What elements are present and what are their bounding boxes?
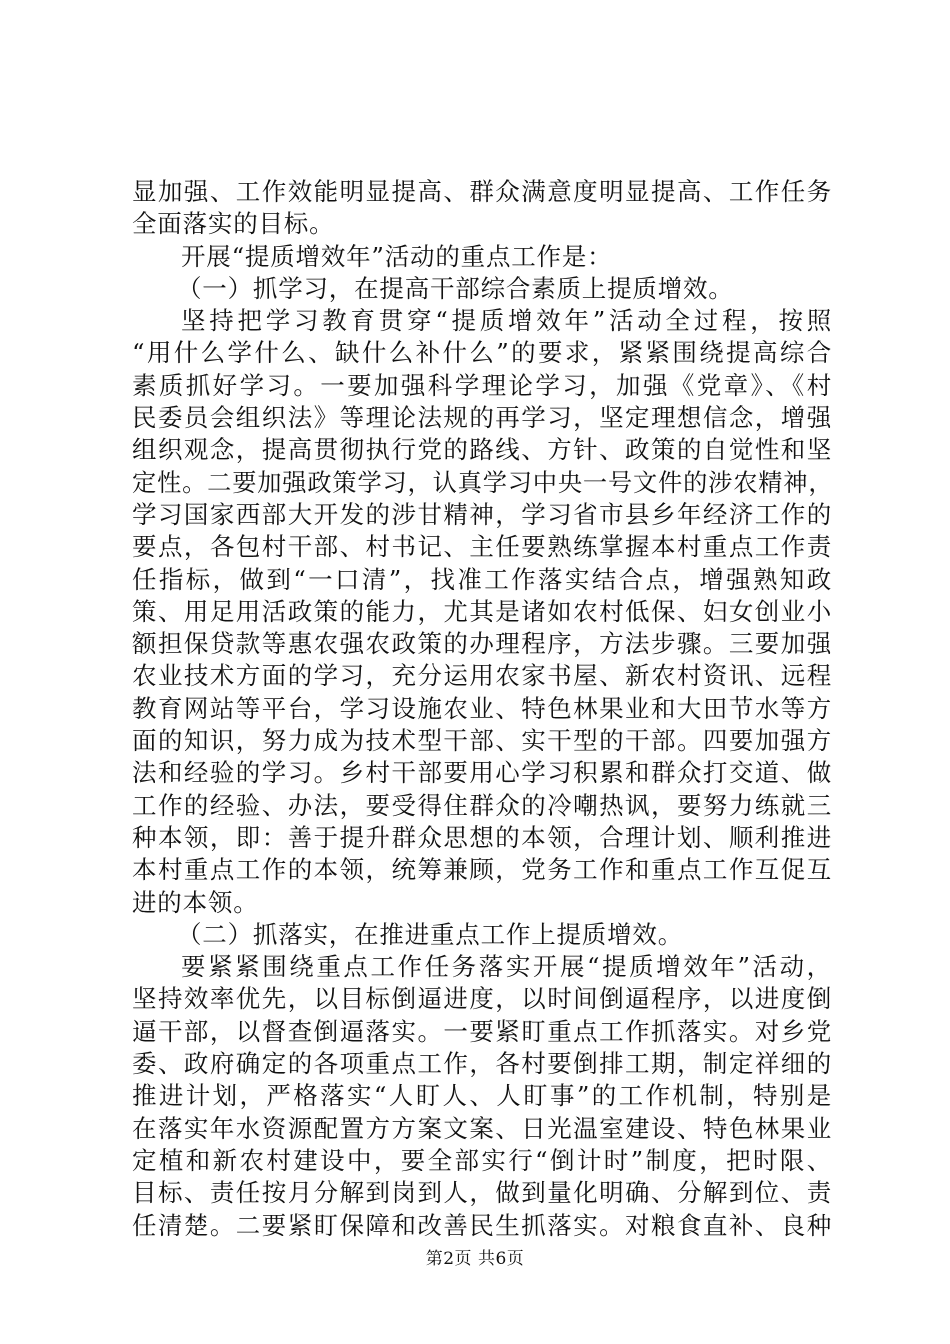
text-line: 素质抓好学习。一要加强科学理论学习，加强《党章》、《村 (132, 370, 832, 400)
text-line: 要点，各包村干部、村书记、主任要熟练掌握本村重点工作责 (132, 532, 832, 562)
text-line: 坚持把学习教育贯穿“提质增效年”活动全过程，按照 (181, 306, 832, 336)
page-number-footer: 第2页 共6页 (425, 1249, 525, 1269)
document-body (132, 176, 832, 1242)
text-line: 本村重点工作的本领，统筹兼顾，党务工作和重点工作互促互 (132, 855, 832, 885)
text-line: 推进计划，严格落实“人盯人、人盯事”的工作机制，特别是 (132, 1081, 832, 1111)
text-line: 额担保贷款等惠农强农政策的办理程序，方法步骤。三要加强 (132, 629, 832, 659)
text-line: 显加强、工作效能明显提高、群众满意度明显提高、工作任务 (132, 177, 832, 206)
text-line: 坚持效率优先，以目标倒逼进度，以时间倒逼程序，以进度倒 (132, 984, 832, 1014)
text-line: 工作的经验、办法，要受得住群众的冷嘲热讽，要努力练就三 (132, 790, 832, 820)
text-line: 进的本领。 (132, 887, 259, 917)
text-line: 全面落实的目标。 (132, 209, 335, 239)
text-line: 任指标，做到“一口清”，找准工作落实结合点，增强熟知政 (132, 564, 832, 594)
text-line: （二）抓落实，在推进重点工作上提质增效。 (177, 919, 683, 949)
section-heading-implement (132, 919, 832, 951)
text-line: 在落实年水资源配置方方案文案、日光温室建设、特色林果业 (132, 1113, 832, 1143)
text-line: 学习国家西部大开发的涉甘精神，学习省市县乡年经济工作的 (132, 499, 832, 529)
text-line: 任清楚。二要紧盯保障和改善民生抓落实。对粮食直补、良种 (132, 1210, 832, 1240)
text-line: 逼干部，以督查倒逼落实。一要紧盯重点工作抓落实。对乡党 (132, 1016, 832, 1046)
text-line: 定植和新农村建设中，要全部实行“倒计时”制度，把时限、 (132, 1145, 832, 1175)
paragraph-key-work-intro (132, 241, 832, 273)
text-line: 面的知识，努力成为技术型干部、实干型的干部。四要加强方 (132, 726, 832, 756)
paragraph-implement (132, 951, 832, 1242)
text-line: 定性。二要加强政策学习，认真学习中央一号文件的涉农精神， (132, 467, 834, 497)
text-line: 农业技术方面的学习，充分运用农家书屋、新农村资讯、远程 (132, 661, 832, 691)
text-line: 开展“提质增效年”活动的重点工作是： (181, 241, 613, 271)
paragraph-study (132, 305, 832, 919)
text-line: 委、政府确定的各项重点工作，各村要倒排工期，制定祥细的 (132, 1049, 832, 1079)
text-line: 法和经验的学习。乡村干部要用心学习积累和群众打交道、做 (132, 758, 832, 788)
text-line: 组织观念，提高贯彻执行党的路线、方针、政策的自觉性和坚 (132, 435, 832, 465)
section-heading-study (132, 273, 832, 305)
paragraph-continued (132, 176, 832, 241)
text-line: 策、用足用活政策的能力，尤其是诸如农村低保、妇女创业小 (132, 596, 832, 626)
text-line: 要紧紧围绕重点工作任务落实开展“提质增效年”活动， (181, 952, 832, 982)
text-line: （一）抓学习，在提高干部综合素质上提质增效。 (177, 273, 734, 303)
text-line: 教育网站等平台，学习设施农业、特色林果业和大田节水等方 (132, 693, 832, 723)
text-line: “用什么学什么、缺什么补什么”的要求，紧紧围绕提高综合 (132, 338, 832, 368)
text-line: 种本领，即：善于提升群众思想的本领，合理计划、顺利推进 (132, 822, 832, 852)
text-line: 目标、责任按月分解到岗到人，做到量化明确、分解到位、责 (132, 1178, 832, 1208)
text-line: 民委员会组织法》等理论法规的再学习，坚定理想信念，增强 (132, 403, 832, 433)
